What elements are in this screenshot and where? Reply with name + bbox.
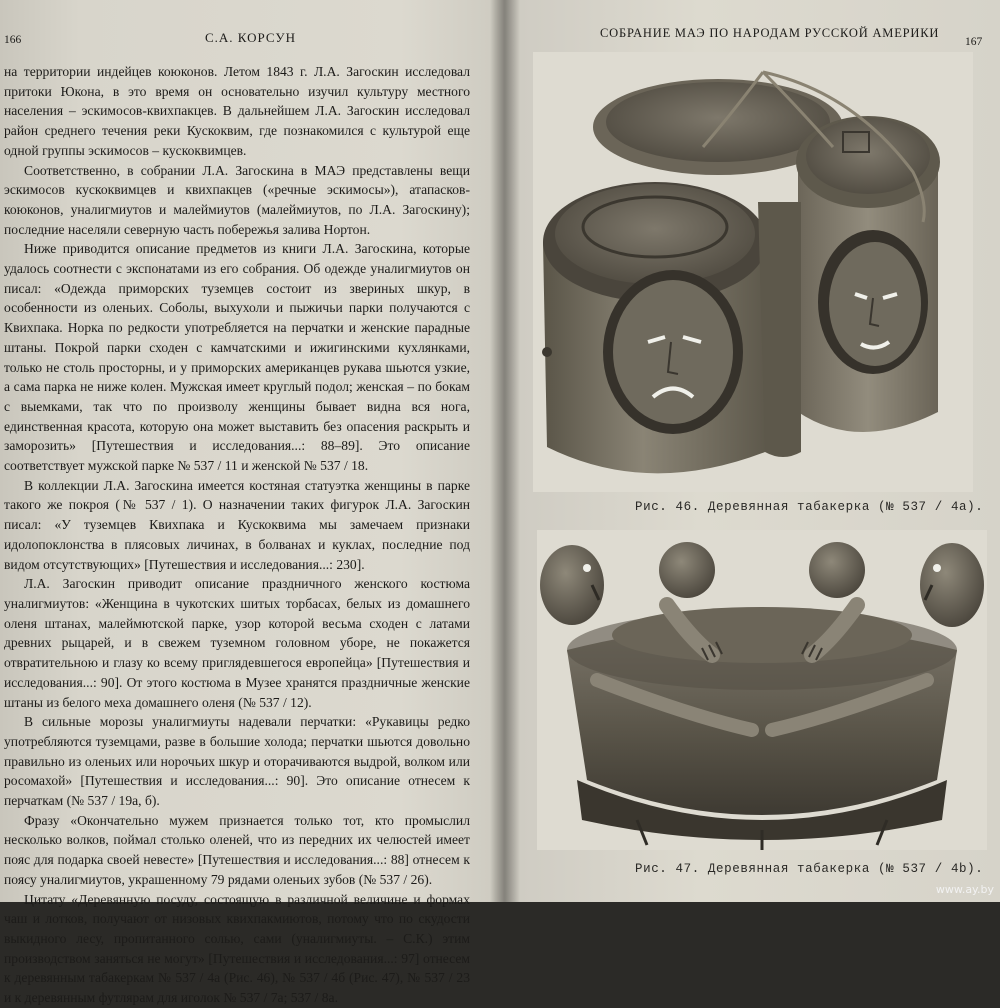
paragraph: В сильные морозы уналигмиуты надевали перчатки: «Рукавицы редко употребляются туземцами, разве в большие холода; перчатки шьются довольно правильно из оленьих или норочьих шкур и оторачиваются выдрой, волком или росомахой» [Путешествия и исследования...: 90]. Это описание отнесем к перчаткам (№ 537 / 19а, б). [4, 714, 470, 809]
right-page [505, 0, 1000, 902]
paragraph: Цитату «Деревянную посуду, состоящую в различной величине и формах чаш и лотков, получают от низовых квихпакмиютов, потому что по скудости выкидного лесу, пропитанного солью, сами (уналигмиуты. – С.К.) этим производством заняться не могут» [Путешествия и исследования...: 97] отнесем к деревянным табакеркам № 537 / 4а (Рис. 46), № 537 / 4б (Рис. 47), № 537 / 23 и к деревянным футлярам для иголок № 537 / 7а; 537 / 8а. [4, 891, 470, 1006]
left-running-header: С.А. КОРСУН [205, 30, 297, 45]
right-running-header: СОБРАНИЕ МАЭ ПО НАРОДАМ РУССКОЙ АМЕРИКИ [600, 26, 940, 40]
figure-46-caption: Рис. 46. Деревянная табакерка (№ 537 / 4а). [635, 500, 984, 514]
paragraph: Ниже приводится описание предметов из книги Л.А. Загоскина, которые удалось соотнести с экспонатами из его собрания. Об одежде уналигмиутов он писал: «Одежда приморских туземцев состоит из звериных шкур, в особенности из оленьих. Соболы, выхухоли и пыжичьи парки получаются с Квихпака. Норка по редкости употребляется на перчатки и женские парадные штаны. Покрой парки сходен с камчатскими и ижигинскими кухлянками, только не столь просторны, и у приморских американцев рукава шьются узкие, а сама парка не ниже колен. Мужская имеет круглый подол; женская – по бокам с выемками, так что по произволу женщины бывает видна вся нога, единственная красота, которую она может выставить без опасения раскрыть и заморозить» [Путешествия и исследования...: 88–89]. Это описание соответствует мужской парке № 537 / 11 и женской № 537 / 18. [4, 241, 470, 474]
watermark: www.ay.by [935, 883, 994, 896]
paragraph: Л.А. Загоскин приводит описание праздничного женского костюма уналигмиутов: «Женщина в чукотских шитых торбасах, белых из домашнего оленя штанах, малеймютской парке, узор которой весьма сходен с латами древних рыцарей, и в свежем туземном головном уборе, не покажется отвратительною и глазу ко всему приглядевшегося европейца» [Путешествия и исследования...: 90]. От этого костюма в Музее хранятся праздничные женские штаны из белого меха домашнего оленя (№ 537 / 12). [4, 576, 470, 710]
snuffbox-4a-illustration [533, 52, 973, 492]
figure-47-caption: Рис. 47. Деревянная табакерка (№ 537 / 4b). [635, 862, 984, 876]
left-body-text [4, 62, 470, 1008]
right-page-number: 167 [965, 36, 983, 48]
figure-46-snuffbox-photo [533, 52, 973, 492]
left-page-number: 166 [4, 34, 22, 46]
paragraph: на территории индейцев коюконов. Летом 1843 г. Л.А. Загоскин исследовал притоки Юкона, в это время он основательно изучил культуру местного населения – эскимосов-квихпакцев. В дальнейшем Л.А. Загоскин исследовал район среднего течения реки Кускоквим, где познакомился с культурой еще одной группы эскимосов – кускоквимцев. [4, 64, 470, 158]
snuffbox-4b-illustration [537, 530, 987, 850]
paragraph: Соответственно, в собрании Л.А. Загоскина в МАЭ представлены вещи эскимосов кускоквимцев и квихпакцев («речные эскимосы»), атапасков-коюконов, уналигмиутов и малеймиутов (малеймиутов, по Л.А. Загоскину); последние населяли северную часть побережья залива Нортон. [4, 162, 470, 237]
figure-47-snuffbox-photo [537, 530, 987, 850]
paragraph: Фразу «Окончательно мужем признается только тот, кто промыслил несколько волков, поймал столько оленей, что из передних их челюстей имеет пояс для подарка своей невесте» [Путешествия и исследования...: 88] отнесем к поясу уналигмиутов, украшенному 79 рядами оленьих зубов (№ 537 / 26). [4, 812, 470, 887]
paragraph: В коллекции Л.А. Загоскина имеется костяная статуэтка женщины в парке такого же покроя (№ 537 / 1). О назначении таких фигурок Л.А. Загоскин писал: «У туземцев Квихпака и Кускоквима мы замечаем признаки идолопоклонства в плясовых личинах, в болванах и куклах, последние под видом отсутствующих» [Путешествия и исследования...: 230]. [4, 477, 470, 572]
